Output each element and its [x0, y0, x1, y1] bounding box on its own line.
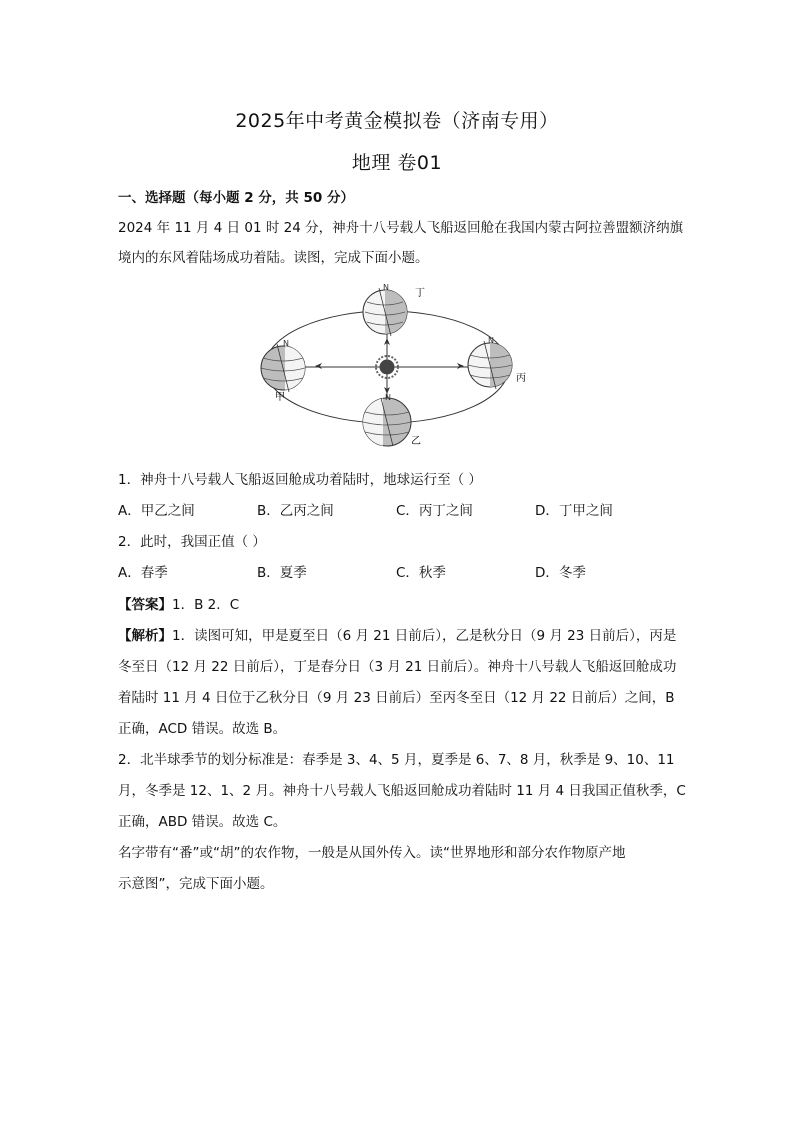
- q2-option-b[interactable]: B．夏季: [257, 565, 307, 581]
- analysis-line-2: 冬至日（12 月 22 日前后），丁是春分日（3 月 21 日前后）。神舟十八号载人飞船返回舱成功: [118, 659, 677, 675]
- arrow-right-icon: [457, 363, 464, 369]
- q2-option-c[interactable]: C．秋季: [396, 565, 446, 581]
- next-intro-line-2: 示意图”，完成下面小题。: [118, 876, 274, 892]
- analysis-line-1: [118, 624, 676, 644]
- q2-option-a[interactable]: A．春季: [118, 565, 168, 581]
- analysis-line-4: 正确，ACD 错误。故选 B。: [118, 721, 287, 737]
- svg-text:N: N: [283, 339, 289, 348]
- intro-line-1: 2024 年 11 月 4 日 01 时 24 分，神舟十八号载人飞船返回舱在我国内蒙古阿拉善盟额济纳旗: [118, 220, 684, 236]
- intro-line-2: 境内的东风着陆场成功着陆。读图，完成下面小题。: [118, 250, 429, 266]
- analysis-line-5: 2．北半球季节的划分标准是：春季是 3、4、5 月，夏季是 6、7、8 月，秋季是 9、10、11: [118, 752, 675, 768]
- earth-ding-icon: [363, 283, 425, 336]
- analysis-label: 【解析】: [118, 628, 172, 644]
- svg-text:N: N: [383, 283, 389, 292]
- question-1-stem: 1．神舟十八号载人飞船返回舱成功着陆时，地球运行至（ ）: [118, 472, 482, 488]
- analysis-line-6: 月，冬季是 12、1、2 月。神舟十八号载人飞船返回舱成功着陆时 11 月 4 日我国正值秋季，C: [118, 783, 686, 799]
- answer-line: [118, 593, 239, 613]
- q1-option-d[interactable]: D．丁甲之间: [535, 503, 613, 519]
- label-bing: 丙: [516, 373, 526, 384]
- svg-text:N: N: [385, 393, 391, 402]
- q1-option-b[interactable]: B．乙丙之间: [257, 503, 334, 519]
- page-subtitle: 地理 卷01: [351, 152, 443, 174]
- analysis-text-1: 1．读图可知，甲是夏至日（6 月 21 日前后），乙是秋分日（9 月 23 日前后），丙是: [172, 628, 677, 644]
- next-intro-line-1: 名字带有“番”或“胡”的农作物，一般是从国外传入。读“世界地形和部分农作物原产地: [118, 845, 626, 861]
- earth-orbit-diagram: [255, 280, 535, 450]
- q2-option-d[interactable]: D．冬季: [535, 565, 586, 581]
- answer-label: 【答案】: [118, 597, 172, 613]
- earth-bing-icon: [468, 336, 526, 390]
- section-heading: 一、选择题（每小题 2 分，共 50 分）: [118, 190, 354, 206]
- answer-text: 1．B 2．C: [172, 597, 240, 613]
- svg-text:N: N: [488, 336, 494, 345]
- q1-option-a[interactable]: A．甲乙之间: [118, 503, 195, 519]
- earth-yi-icon: [363, 393, 421, 447]
- label-yi: 乙: [411, 436, 421, 447]
- label-ding: 丁: [415, 288, 425, 299]
- label-jia: 甲: [275, 392, 285, 403]
- page-title: 2025年中考黄金模拟卷（济南专用）: [235, 110, 559, 132]
- analysis-line-7: 正确，ABD 错误。故选 C。: [118, 814, 287, 830]
- analysis-line-3: 着陆时 11 月 4 日位于乙秋分日（9 月 23 日前后）至丙冬至日（12 月 22 日前后）之间，B: [118, 690, 675, 706]
- earth-jia-icon: [261, 339, 309, 403]
- sun-icon: [380, 360, 395, 375]
- q1-option-c[interactable]: C．丙丁之间: [396, 503, 473, 519]
- question-2-stem: 2．此时，我国正值（ ）: [118, 534, 266, 550]
- arrow-left-icon: [315, 363, 322, 369]
